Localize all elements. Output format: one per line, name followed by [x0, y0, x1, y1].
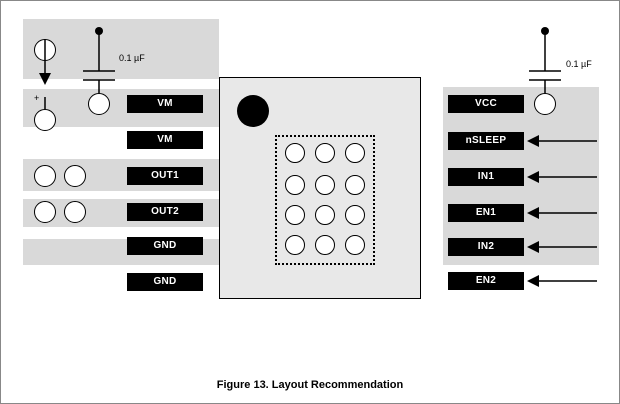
pad-vcc: VCC — [448, 95, 524, 113]
pad-out1: OUT1 — [127, 167, 203, 185]
right-bypass-cap-label: 0.1 µF — [566, 59, 592, 69]
thermal-via — [315, 205, 335, 225]
pour-notch-top — [23, 79, 219, 89]
pad-en1: EN1 — [448, 204, 524, 222]
pad-vm-1: VM — [127, 95, 203, 113]
figure-drawing-area — [1, 1, 619, 361]
pour-notch-mid-lower — [23, 191, 219, 199]
pad-in1: IN1 — [448, 168, 524, 186]
bulk-cap-pad-top — [34, 39, 56, 61]
pour-notch-right — [443, 19, 599, 87]
left-bypass-cap-label: 0.1 µF — [119, 53, 145, 63]
thermal-via — [345, 143, 365, 163]
thermal-via — [315, 175, 335, 195]
thermal-via — [345, 175, 365, 195]
out2-pad-b — [64, 201, 86, 223]
pad-nsleep: nSLEEP — [448, 132, 524, 150]
thermal-via — [315, 143, 335, 163]
pad-en2: EN2 — [448, 272, 524, 290]
pin-1-dot-icon — [237, 95, 269, 127]
thermal-via — [315, 235, 335, 255]
out1-pad-b — [64, 165, 86, 187]
pad-out2: OUT2 — [127, 203, 203, 221]
thermal-via — [345, 205, 365, 225]
left-bypass-cap-pad — [88, 93, 110, 115]
thermal-via — [285, 175, 305, 195]
right-bypass-cap-pad — [534, 93, 556, 115]
pad-vm-2: VM — [127, 131, 203, 149]
thermal-pad-via-array — [275, 135, 375, 265]
bulk-cap-polarity-label: + — [34, 93, 40, 103]
thermal-via — [285, 205, 305, 225]
pad-gnd-1: GND — [127, 237, 203, 255]
pad-gnd-2: GND — [127, 273, 203, 291]
pad-in2: IN2 — [448, 238, 524, 256]
bulk-cap-pad-bottom — [34, 109, 56, 131]
out2-pad-a — [34, 201, 56, 223]
out1-pad-a — [34, 165, 56, 187]
thermal-via — [285, 235, 305, 255]
thermal-via — [285, 143, 305, 163]
thermal-via — [345, 235, 365, 255]
figure-caption: Figure 13. Layout Recommendation — [216, 379, 404, 391]
